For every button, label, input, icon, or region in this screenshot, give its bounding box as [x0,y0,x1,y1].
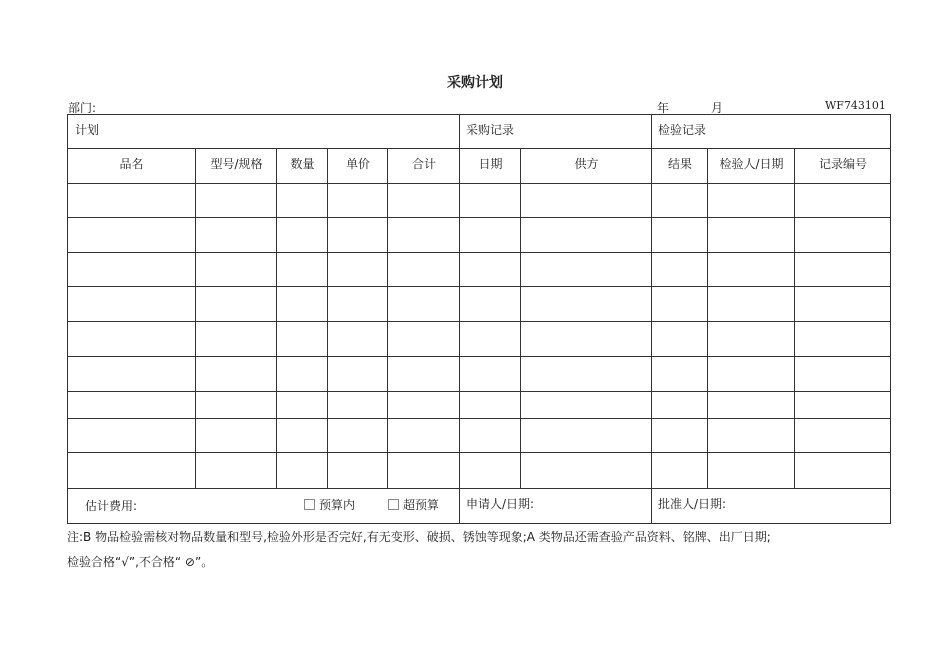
column-header-record-number: 记录编号 [818,157,867,171]
note-line-1: 注:B 物品检验需核对物品数量和型号,检验外形是否完好,有无变形、破损、锈蚀等现象;A 类物品还需查验产品资料、铭牌、出厂日期; [67,530,771,544]
in-budget-checkbox[interactable] [304,499,315,510]
form-code: WF743101 [825,99,886,112]
year-label: 年 [657,101,670,115]
in-budget-option[interactable] [304,498,355,512]
section-plan: 计划 [75,123,100,137]
applicant-date-label: 申请人/日期: [466,497,535,511]
month-label: 月 [711,101,724,115]
column-header-inspector-date: 检验人/日期 [719,157,784,171]
column-header-item-name: 品名 [119,157,144,171]
purchase-plan-form [67,114,891,524]
over-budget-option[interactable] [388,498,439,512]
note-line-2: 检验合格“√”,不合格“ ⊘”。 [67,555,214,569]
section-purchase-record: 采购记录 [466,123,515,137]
column-header-total: 合计 [411,157,436,171]
approver-date-label: 批准人/日期: [658,497,727,511]
column-header-supplier: 供方 [574,157,599,171]
estimated-cost-label: 估计费用: [85,499,138,513]
over-budget-label: 超预算 [403,498,440,512]
page-title: 采购计划 [447,75,503,91]
over-budget-checkbox[interactable] [388,499,399,510]
column-header-quantity: 数量 [290,157,315,171]
column-header-result: 结果 [667,157,692,171]
column-header-date: 日期 [478,157,503,171]
form-grid [67,114,891,524]
in-budget-label: 预算内 [319,498,356,512]
department-label: 部门: [68,101,97,115]
column-header-unit-price: 单价 [345,157,370,171]
column-header-model-spec: 型号/规格 [210,157,263,171]
section-inspection-record: 检验记录 [658,123,707,137]
